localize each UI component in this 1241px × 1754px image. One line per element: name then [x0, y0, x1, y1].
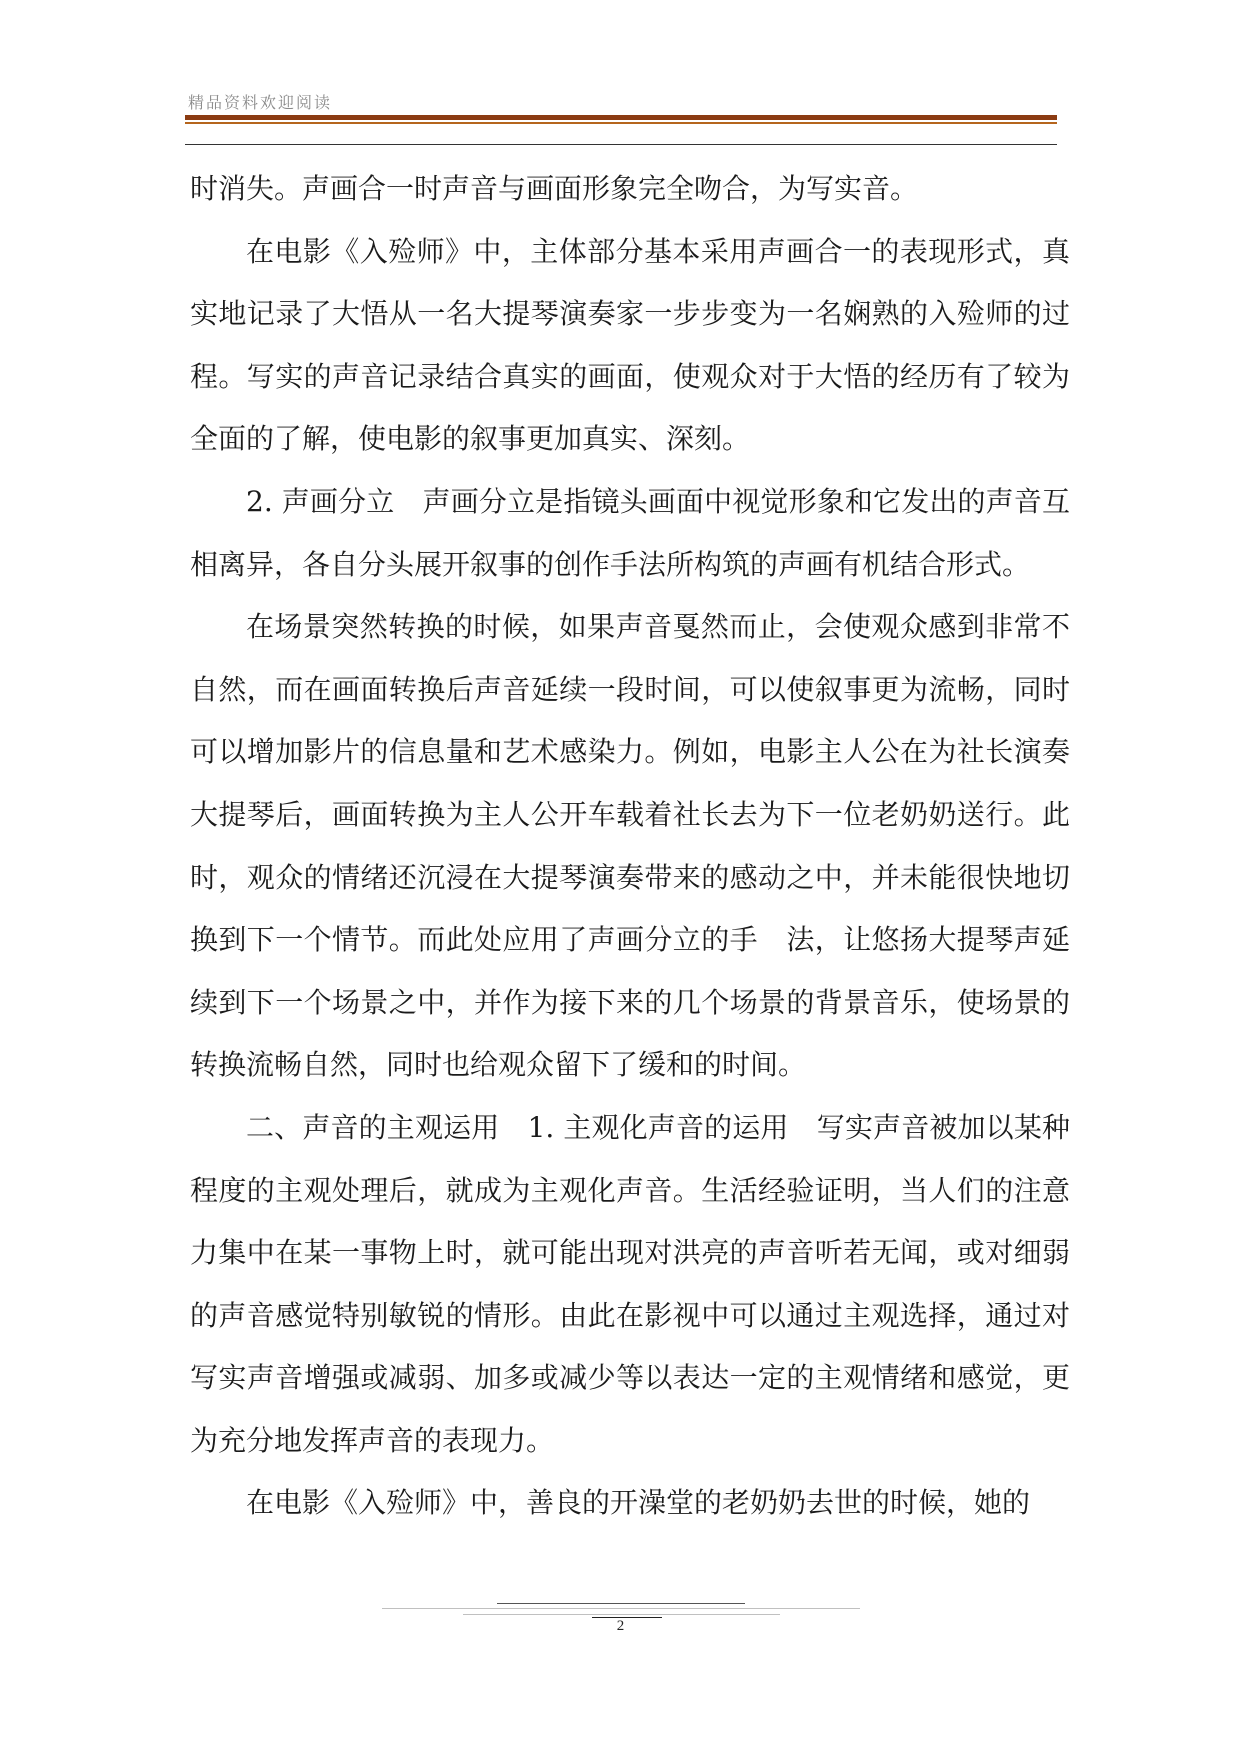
paragraph: 在电影《入殓师》中，善良的开澡堂的老奶奶去世的时候，她的	[246, 1486, 1031, 1520]
paragraph: 时消失。声画合一时声音与画面形象完全吻合，为写实音。	[190, 172, 919, 205]
header-rule-accent	[185, 122, 1057, 124]
footer-line	[497, 1603, 745, 1604]
footer-line	[382, 1608, 860, 1609]
body-text	[190, 158, 1070, 1535]
header-rule-thin	[185, 144, 1057, 145]
paragraph: 在场景突然转换的时候，如果声音戛然而止，会使观众感到非常不自然，而在画面转换后声音延续一段时间，可以使叙事更为流畅，同时可以增加影片的信息量和艺术感染力。例如，电影主人公在为社长演奏大提琴后，画面转换为主人公开车载着社长去为下一位老奶奶送行。此时，观众的情绪还沉浸在大提琴演奏带来的感动之中，并未能很快地切换到下一个情节。而此处应用了声画分立的手 法，让悠扬大提琴声延续到下一个场景之中，并作为接下来的几个场景的背景音乐，使场景的转换流畅自然，同时也给观众留下了缓和的时间。	[190, 610, 1070, 1082]
page-number: 2	[616, 1618, 625, 1634]
paragraph: 2. 声画分立 声画分立是指镜头画面中视觉形象和它发出的声音互相离异，各自分头展开叙事的创作手法所构筑的声画有机结合形式。	[190, 484, 1070, 581]
paragraph: 二、声音的主观运用 1. 主观化声音的运用 写实声音被加以某种程度的主观处理后，就成为主观化声音。生活经验证明，当人们的注意力集中在某一事物上时，就可能出现对洪亮的声音听若无闻，或对细弱的声音感觉特别敏锐的情形。由此在影视中可以通过主观选择，通过对写实声音增强或减弱、加多或减少等以表达一定的主观情绪和感觉，更为充分地发挥声音的表现力。	[190, 1110, 1070, 1457]
footer-line	[463, 1614, 780, 1615]
header-rule-thick	[185, 115, 1057, 120]
paragraph: 在电影《入殓师》中，主体部分基本采用声画合一的表现形式，真实地记录了大悟从一名大提琴演奏家一步步变为一名娴熟的入殓师的过程。写实的声音记录结合真实的画面，使观众对于大悟的经历有了较为全面的了解，使电影的叙事更加真实、深刻。	[190, 234, 1070, 456]
header-label: 精品资料欢迎阅读	[188, 93, 333, 112]
